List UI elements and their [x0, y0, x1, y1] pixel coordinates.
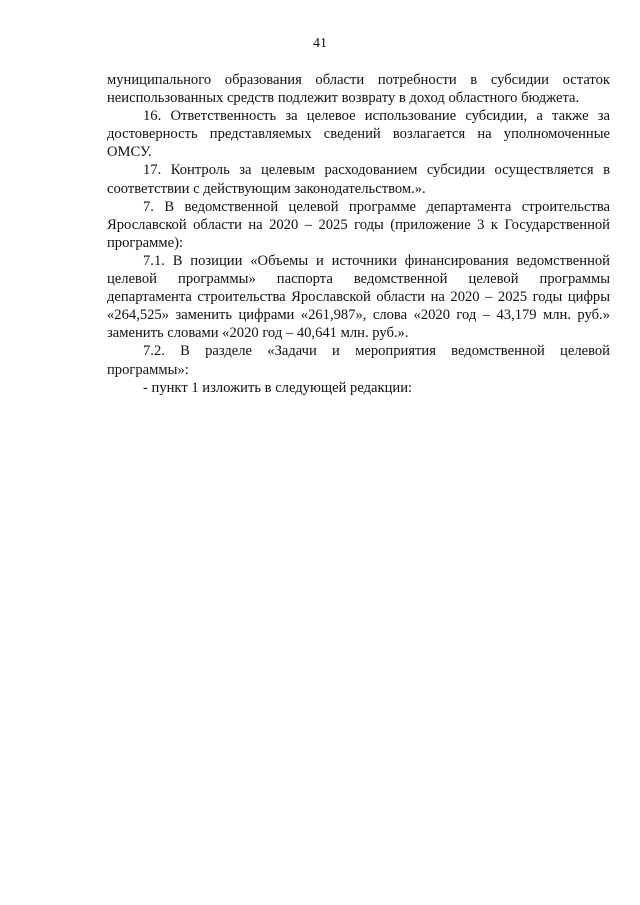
paragraph-item-17: 17. Контроль за целевым расходованием субсидии осуществляется в соответствии с действующим законодательством.».: [107, 162, 610, 197]
paragraph-item-7: 7. В ведомственной целевой программе департамента строительства Ярославской области на 2020 – 2025 годы (приложение 3 к Государственной программе):: [107, 198, 610, 251]
paragraph-item-16: 16. Ответственность за целевое использование субсидии, а также за достоверность представляемых сведений возлагается на уполномоченные ОМСУ.: [107, 108, 610, 161]
document-body: [107, 71, 610, 397]
page-number: 41: [313, 36, 327, 51]
paragraph-item-7-2: 7.2. В разделе «Задачи и мероприятия ведомственной целевой программы»:: [107, 343, 610, 378]
paragraph-item-7-1: 7.1. В позиции «Объемы и источники финансирования ведомственной целевой программы» паспорта ведомственной целевой программы департамента строительства Ярославской области на 2020 – 2025 годы цифры «264,525» заменить цифрами «261,987», слова «2020 год – 43,179 млн. руб.» заменить словами «2020 год – 40,641 млн. руб.».: [107, 252, 610, 342]
paragraph-subsidy-remainder: муниципального образования области потребности в субсидии остаток неиспользованных средств подлежит возврату в доход областного бюджета.: [107, 72, 610, 107]
paragraph-point-1: - пункт 1 изложить в следующей редакции:: [143, 379, 413, 396]
